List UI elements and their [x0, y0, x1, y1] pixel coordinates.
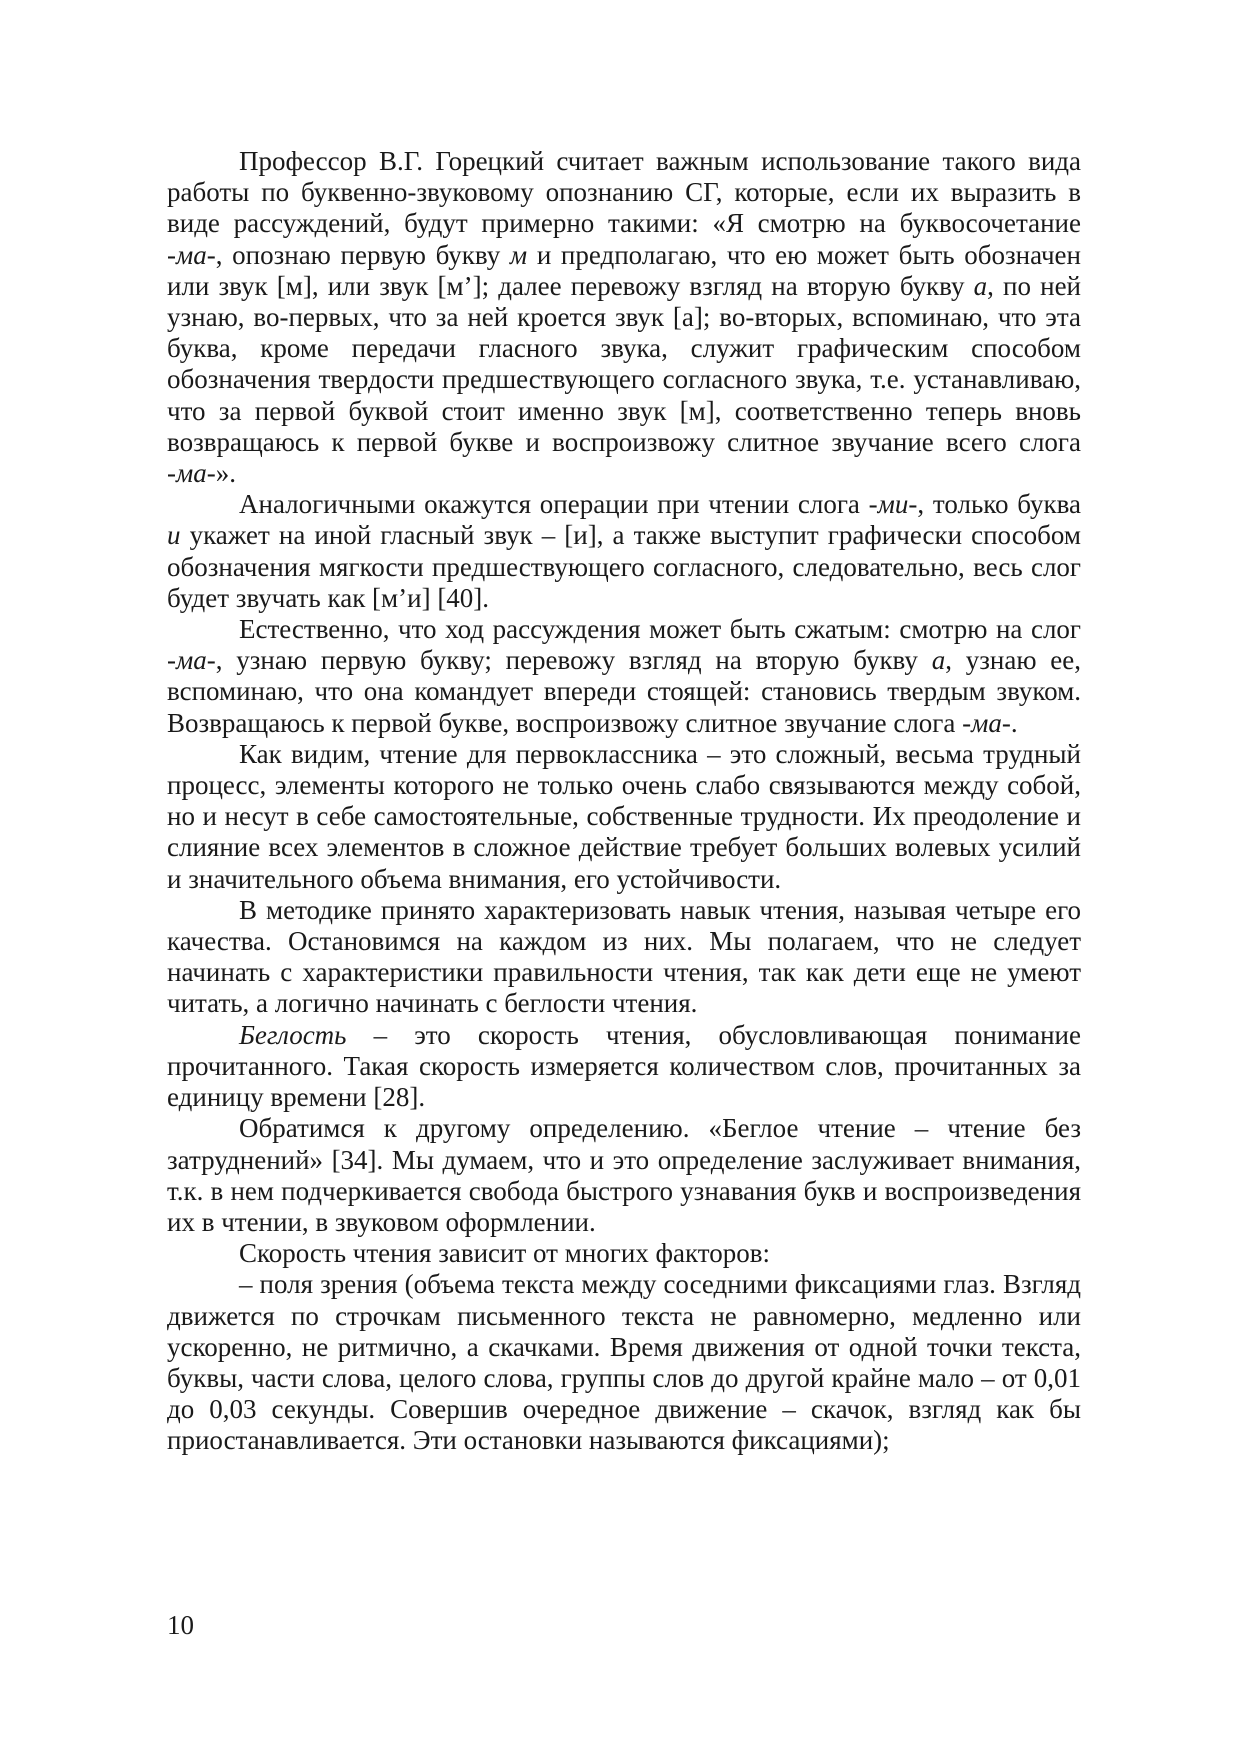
text-segment: -». [206, 458, 236, 489]
italic-text: и [167, 520, 181, 551]
text-segment: Аналогичными окажутся операции при чтении слога - [239, 489, 878, 520]
italic-text: ми [877, 489, 909, 520]
italic-text: м [509, 239, 528, 270]
paragraph [167, 739, 1081, 895]
text-segment: В методике принято характеризовать навык чтения, называя четыре его качества. Остановимся на каждом из них. Мы полагаем, что не следует начинать с характеристики правильности чтения, так как дети еще не умеют читать, а логично начинать с беглости чтения. [167, 894, 1081, 1019]
body-text [167, 146, 1081, 1457]
text-segment: -, узнаю первую букву; перевожу взгляд на вторую букву [206, 645, 932, 676]
paragraph [167, 1269, 1081, 1456]
text-segment: Как видим, чтение для первоклассника – это сложный, весьма трудный процесс, элементы которого не только очень слабо связываются между собой, но и несут в себе самостоятельные, собственные трудности. Их преодоление и слияние всех элементов в сложное действие требует больших волевых усилий и значительного объема внимания, его устойчивости. [167, 738, 1081, 894]
paragraph [167, 614, 1081, 739]
paragraph [167, 146, 1081, 489]
text-segment: -. [1001, 707, 1018, 738]
text-segment: Обратимся к другому определению. «Беглое чтение – чтение без затруднений» [34]. Мы думаем, что и это определение заслуживает внимания, т.к. в нем подчеркивается свобода быстрого узнавания букв и воспроизведения их в чтении, в звуковом оформлении. [167, 1113, 1081, 1237]
paragraph [167, 489, 1081, 614]
italic-text: а [973, 270, 988, 301]
italic-text: а [931, 645, 946, 676]
paragraph [167, 1238, 1081, 1269]
text-segment: , по ней узнаю, во-первых, что за ней кроется звук [а]; во-вторых, вспоминаю, что эта буква, кроме передачи гласного звука, служит графическим способом обозначения твердости предшествующего согласного звука, т.е. устанавливаю, что за первой буквой стоит именно звук [м], соответственно теперь вновь возвращаюсь к первой букве и воспроизвожу слитное звучание всего слога - [167, 270, 1081, 489]
text-segment: -, только буква [908, 489, 1081, 520]
page-number: 10 [167, 1610, 194, 1640]
text-segment: Естественно, что ход рассуждения может быть сжатым: смотрю на слог - [167, 614, 1081, 676]
italic-text: ма [176, 645, 207, 676]
italic-text: ма [176, 239, 207, 270]
text-segment: – поля зрения (объема текста между соседними фиксациями глаз. Взгляд движется по строчкам письменного текста не равномерно, медленно или ускоренно, не ритмично, а скачками. Время движения от одной точки текста, буквы, части слова, целого слова, группы слов до другой крайне мало – от 0,01 до 0,03 секунды. Совершив очередное движение – скачок, взгляд как бы приостанавливается. Эти остановки называются фиксациями); [167, 1269, 1081, 1456]
text-segment: -, опознаю первую букву [206, 239, 510, 270]
paragraph [167, 1020, 1081, 1114]
text-segment: – это скорость чтения, обусловливающая понимание прочитанного. Такая скорость измеряется количеством слов, прочитанных за единицу времени [28]. [167, 1019, 1081, 1113]
italic-text: ма [971, 707, 1002, 738]
italic-text: Беглость [239, 1019, 347, 1050]
paragraph [167, 895, 1081, 1020]
italic-text: ма [176, 458, 207, 489]
text-segment: Профессор В.Г. Горецкий считает важным использование такого вида работы по буквенно-звуковому опознанию СГ, которые, если их выразить в виде рассуждений, будут примерно такими: «Я смотрю на буквосочетание - [167, 146, 1081, 270]
text-segment: , узнаю ее, вспоминаю, что она командует впереди стоящей: становись твердым звуком. Возвращаюсь к первой букве, воспроизвожу слитное звучание слога - [167, 645, 1081, 738]
paragraph [167, 1113, 1081, 1238]
text-segment: и предполагаю, что ею может быть обозначен или звук [м], или звук [м’]; далее перевожу взгляд на вторую букву [167, 239, 1081, 301]
text-segment: укажет на иной гласный звук – [и], а также выступит графически способом обозначения мягкости предшествующего согласного, следовательно, весь слог будет звучать как [м’и] [40]. [167, 520, 1081, 613]
text-segment: Скорость чтения зависит от многих факторов: [239, 1238, 770, 1269]
